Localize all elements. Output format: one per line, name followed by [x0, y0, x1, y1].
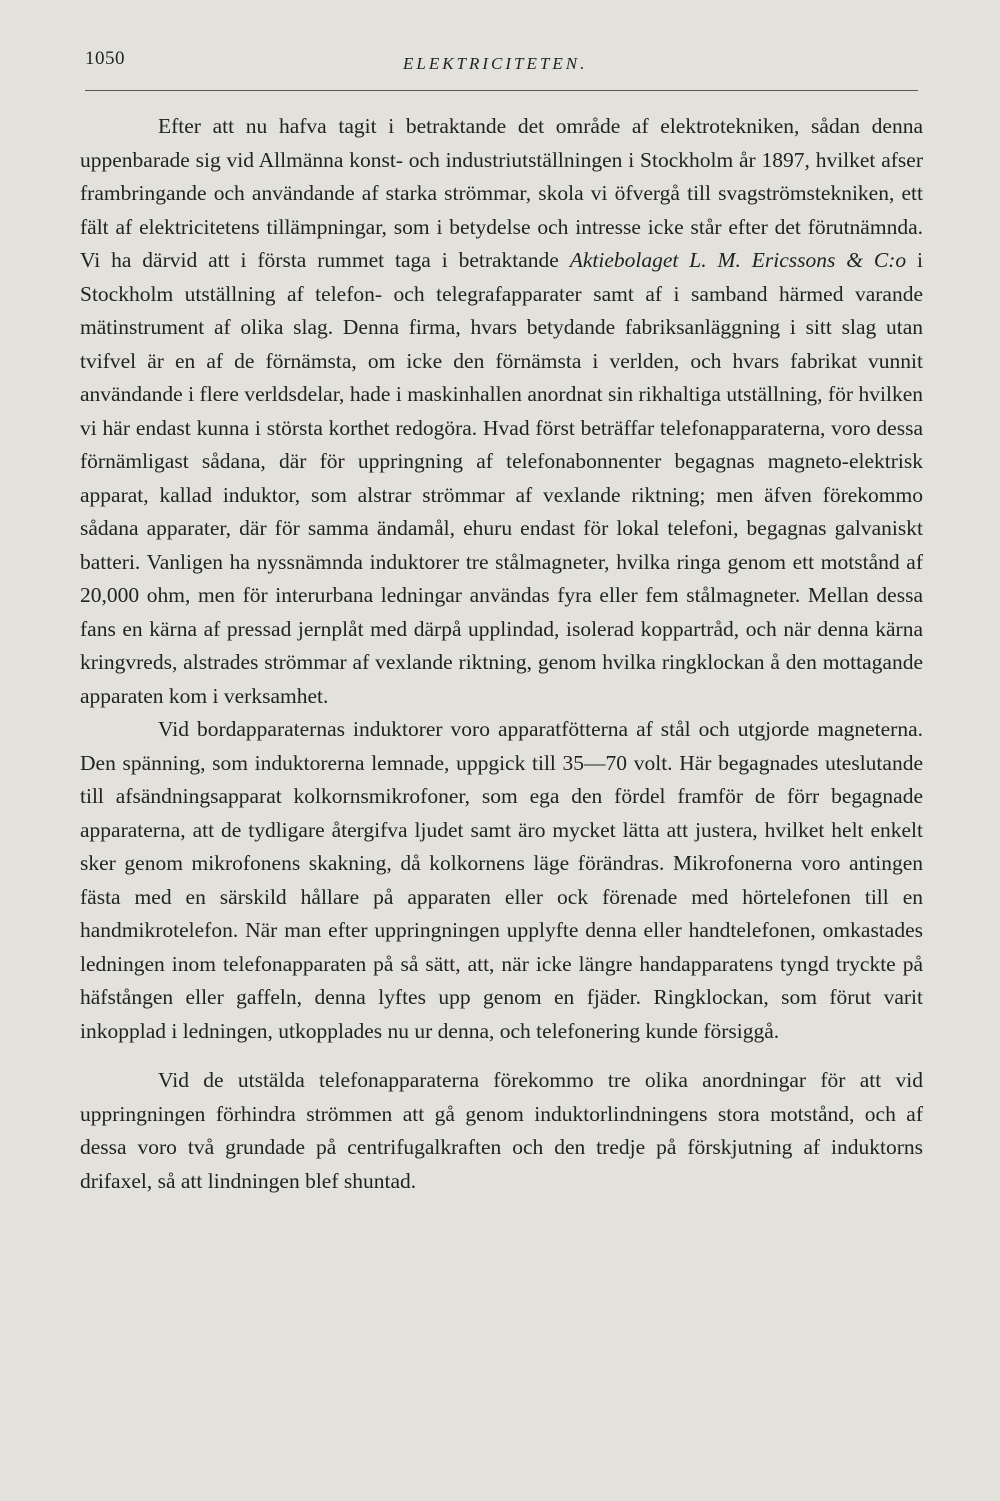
paragraph-3: Vid de utstälda telefonapparaterna förekommo tre olika anordningar för att vid uppringningen förhindra strömmen att gå genom induktorlindningens stora motstånd, och af dessa voro två grundade på centrifugalkraften och den tredje på förskjutning af induktorns drifaxel, så att lindningen blef shuntad.	[80, 1068, 923, 1193]
header-divider	[85, 90, 918, 91]
paragraph-1-text-a: Efter att nu hafva tagit i betraktande det område af elektrotekniken, sådan denna uppenbarade sig vid Allmänna konst- och industriutställningen i Stockholm år 1897, hvilket afser frambringande och användande af starka strömmar, skola vi öfvergå till svagströmstekniken, ett fält af elektricitetens tillämpningar, som i betydelse och intresse icke står efter det förutnämnda. Vi ha därvid att i första rummet taga i betraktande	[80, 114, 923, 272]
paragraph-2: Vid bordapparaternas induktorer voro apparatfötterna af stål och utgjorde magneterna. Den spänning, som induktorerna lemnade, uppgick till 35—70 volt. Här begagnades uteslutande till afsändningsapparat kolkornsmikrofoner, som ega den fördel framför de förr begagnade apparaterna, att de tydligare återgifva ljudet samt äro mycket lätta att justera, hvilket helt enkelt sker genom mikrofonens skakning, då kolkornens läge förändras. Mikrofonerna voro antingen fästa med en särskild hållare på apparaten eller ock förenade med hörtelefonen till en handmikrotelefon. När man efter uppringningen upplyfte denna eller handtelefonen, omkastades ledningen inom telefonapparaten på så sätt, att, när icke längre handapparatens tyngd tryckte på häfstången eller gaffeln, denna lyftes upp genom en fjäder. Ringklockan, som förut varit inkopplad i ledningen, utkopplades nu ur denna, och telefonering kunde försiggå.	[80, 717, 923, 1043]
paragraph-1	[80, 110, 923, 713]
company-name-italic: Aktiebolaget L. M. Ericssons & C:o	[569, 248, 907, 272]
page-number: 1050	[85, 48, 125, 69]
page-header	[85, 48, 920, 84]
body-text	[80, 110, 923, 1198]
paragraph-1-text-b: i Stockholm utställning af telefon- och telegrafapparater samt af i samband härmed varande mätinstrument af olika slag. Denna firma, hvars betydande fabriksanläggning i sitt slag utan tvifvel är en af de förnämsta, om icke den förnämsta i verlden, och hvars fabrikat vunnit användande i flere verldsdelar, hade i maskinhallen anordnat sin rikhaltiga utställning, för hvilken vi här endast kunna i största korthet redogöra. Hvad först beträffar telefonapparaterna, voro dessa förnämligast sådana, där för uppringning af telefonabonnenter begagnas magneto-elektrisk apparat, kallad induktor, som alstrar strömmar af vexlande riktning; men äfven förekommo sådana apparater, där för samma ändamål, ehuru endast för lokal telefoni, begagnas galvaniskt batteri. Vanligen ha nyssnämnda induktorer tre stålmagneter, hvilka ringa genom ett motstånd af 20,000 ohm, men för interurbana ledningar användas fyra eller fem stålmagneter. Mellan dessa fans en kärna af pressad jernplåt med därpå upplindad, isolerad koppartråd, och när denna kärna kringvreds, alstrades strömmar af vexlande riktning, genom hvilka ringklockan å den mottagande apparaten kom i verksamhet.	[80, 248, 923, 708]
running-title: ELEKTRICITETEN.	[403, 54, 588, 73]
